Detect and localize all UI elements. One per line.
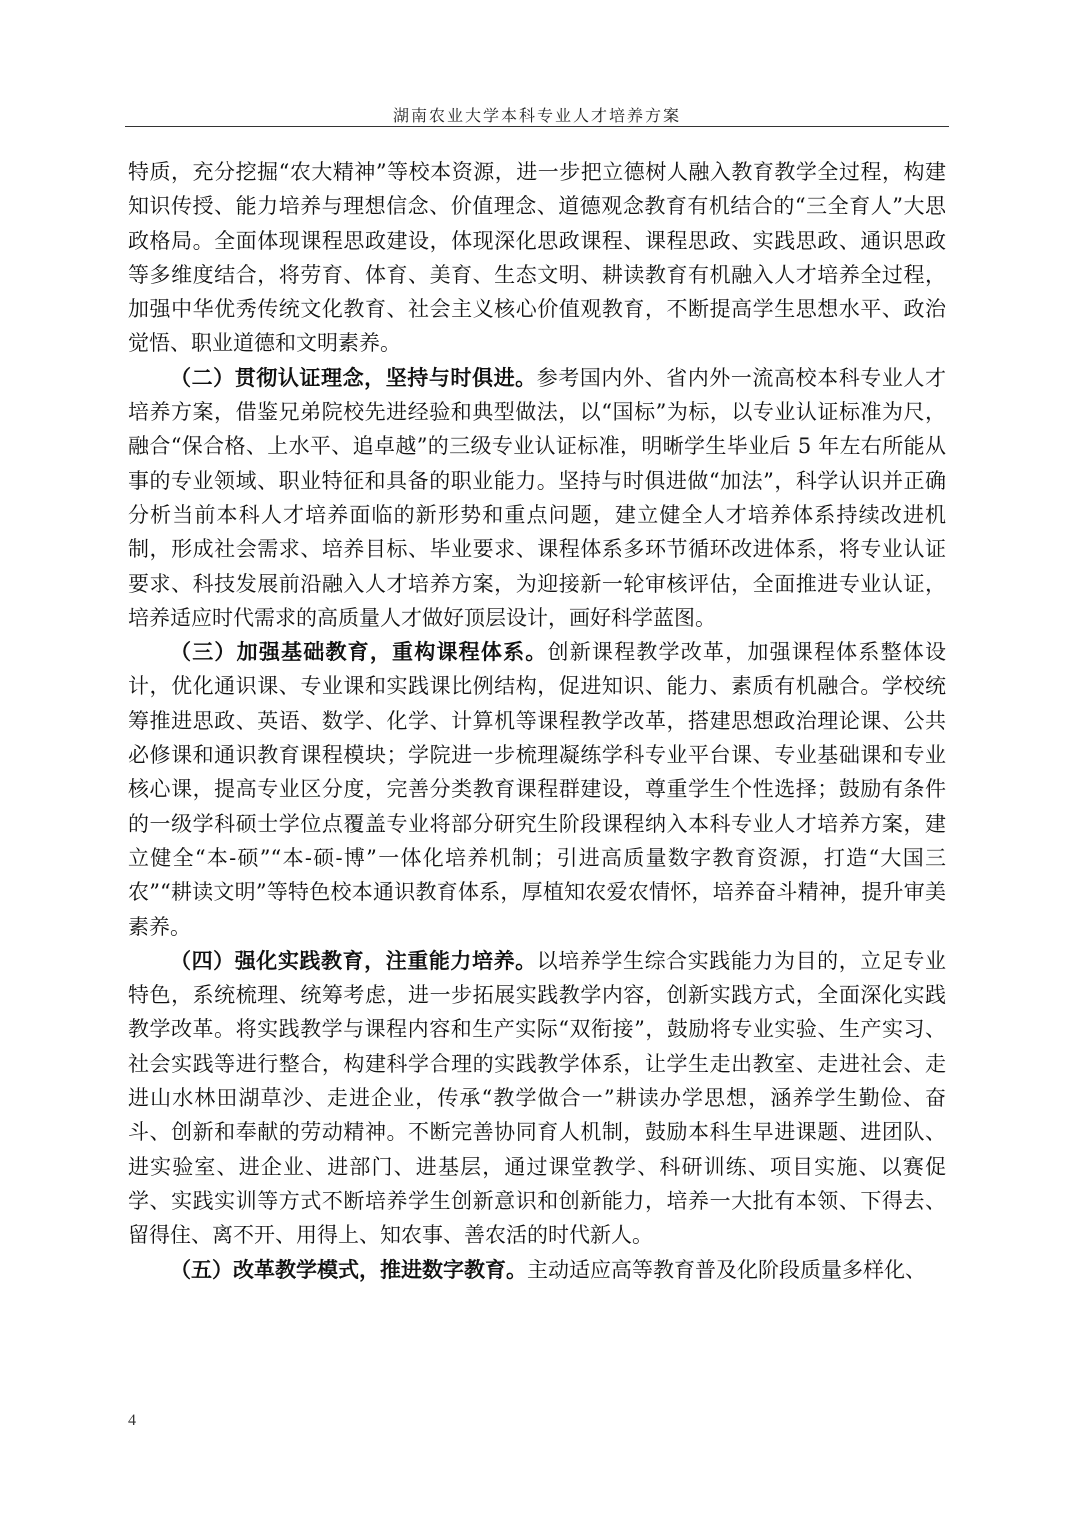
- paragraph-5: [128, 1253, 946, 1287]
- paragraph-2: [128, 361, 946, 635]
- section-5-heading: （五）改革教学模式，推进数字教育。: [170, 1256, 527, 1282]
- paragraph-4: [128, 944, 946, 1253]
- paragraph-1-text: 特质，充分挖掘“农大精神”等校本资源，进一步把立德树人融入教育教学全过程，构建知识传授、能力培养与理想信念、价值理念、道德观念教育有机结合的“三全育人”大思政格局。全面体现课程思政建设，体现深化思政课程、课程思政、实践思政、通识思政等多维度结合，将劳育、体育、美育、生态文明、耕读教育有机融入人才培养全过程，加强中华优秀传统文化教育、社会主义核心价值观教育，不断提高学生思想水平、政治觉悟、职业道德和文明素养。: [128, 160, 946, 356]
- paragraph-3: [128, 635, 946, 944]
- paragraph-2-text: 参考国内外、省内外一流高校本科专业人才培养方案，借鉴兄弟院校先进经验和典型做法，以“国标”为标，以专业认证标准为尺，融合“保合格、上水平、追卓越”的三级专业认证标准，明晰学生毕业后 5 年左右所能从事的专业领域、职业特征和具备的职业能力。坚持与时俱进做“加法”，科学认识并正确分析当前本科人才培养面临的新形势和重点问题，建立健全人才培养体系持续改进机制，形成社会需求、培养目标、毕业要求、课程体系多环节循环改进体系，将专业认证要求、科技发展前沿融入人才培养方案，为迎接新一轮审核评估，全面推进专业认证，培养适应时代需求的高质量人才做好顶层设计，画好科学蓝图。: [128, 365, 947, 630]
- paragraph-4-text: 以培养学生综合实践能力为目的，立足专业特色，系统梳理、统筹考虑，进一步拓展实践教学内容，创新实践方式，全面深化实践教学改革。将实践教学与课程内容和生产实际“双衔接”，鼓励将专业实验、生产实习、社会实践等进行整合，构建科学合理的实践教学体系，让学生走出教室、走进社会、走进山水林田湖草沙、走进企业，传承“教学做合一”耕读办学思想，涵养学生勤俭、奋斗、创新和奉献的劳动精神。不断完善协同育人机制，鼓励本科生早进课题、进团队、进实验室、进企业、进部门、进基层，通过课堂教学、科研训练、项目实施、以赛促学、实践实训等方式不断培养学生创新意识和创新能力，培养一大批有本领、下得去、留得住、离不开、用得上、知农事、善农活的时代新人。: [128, 948, 947, 1248]
- document-body: [128, 155, 946, 1287]
- page-number: 4: [128, 1412, 136, 1429]
- page-header-title: 湖南农业大学本科专业人才培养方案: [392, 106, 681, 125]
- paragraph-5-text: 主动适应高等教育普及化阶段质量多样化、: [527, 1257, 926, 1282]
- section-3-heading: （三）加强基础教育，重构课程体系。: [170, 639, 548, 665]
- section-4-heading: （四）强化实践教育，注重能力培养。: [170, 947, 537, 973]
- section-2-heading: （二）贯彻认证理念，坚持与时俱进。: [170, 364, 537, 390]
- paragraph-1: [128, 155, 946, 361]
- header-divider: [125, 126, 949, 127]
- paragraph-3-text: 创新课程教学改革，加强课程体系整体设计，优化通识课、专业课和实践课比例结构，促进知识、能力、素质有机融合。学校统筹推进思政、英语、数学、化学、计算机等课程教学改革，搭建思想政治理论课、公共必修课和通识教育课程模块；学院进一步梳理凝练学科专业平台课、专业基础课和专业核心课，提高专业区分度，完善分类教育课程群建设，尊重学生个性选择；鼓励有条件的一级学科硕士学位点覆盖专业将部分研究生阶段课程纳入本科专业人才培养方案，建立健全“本-硕”“本-硕-博”一体化培养机制；引进高质量数字教育资源，打造“大国三农”“耕读文明”等特色校本通识教育体系，厚植知农爱农情怀，培养奋斗精神，提升审美素养。: [128, 640, 946, 939]
